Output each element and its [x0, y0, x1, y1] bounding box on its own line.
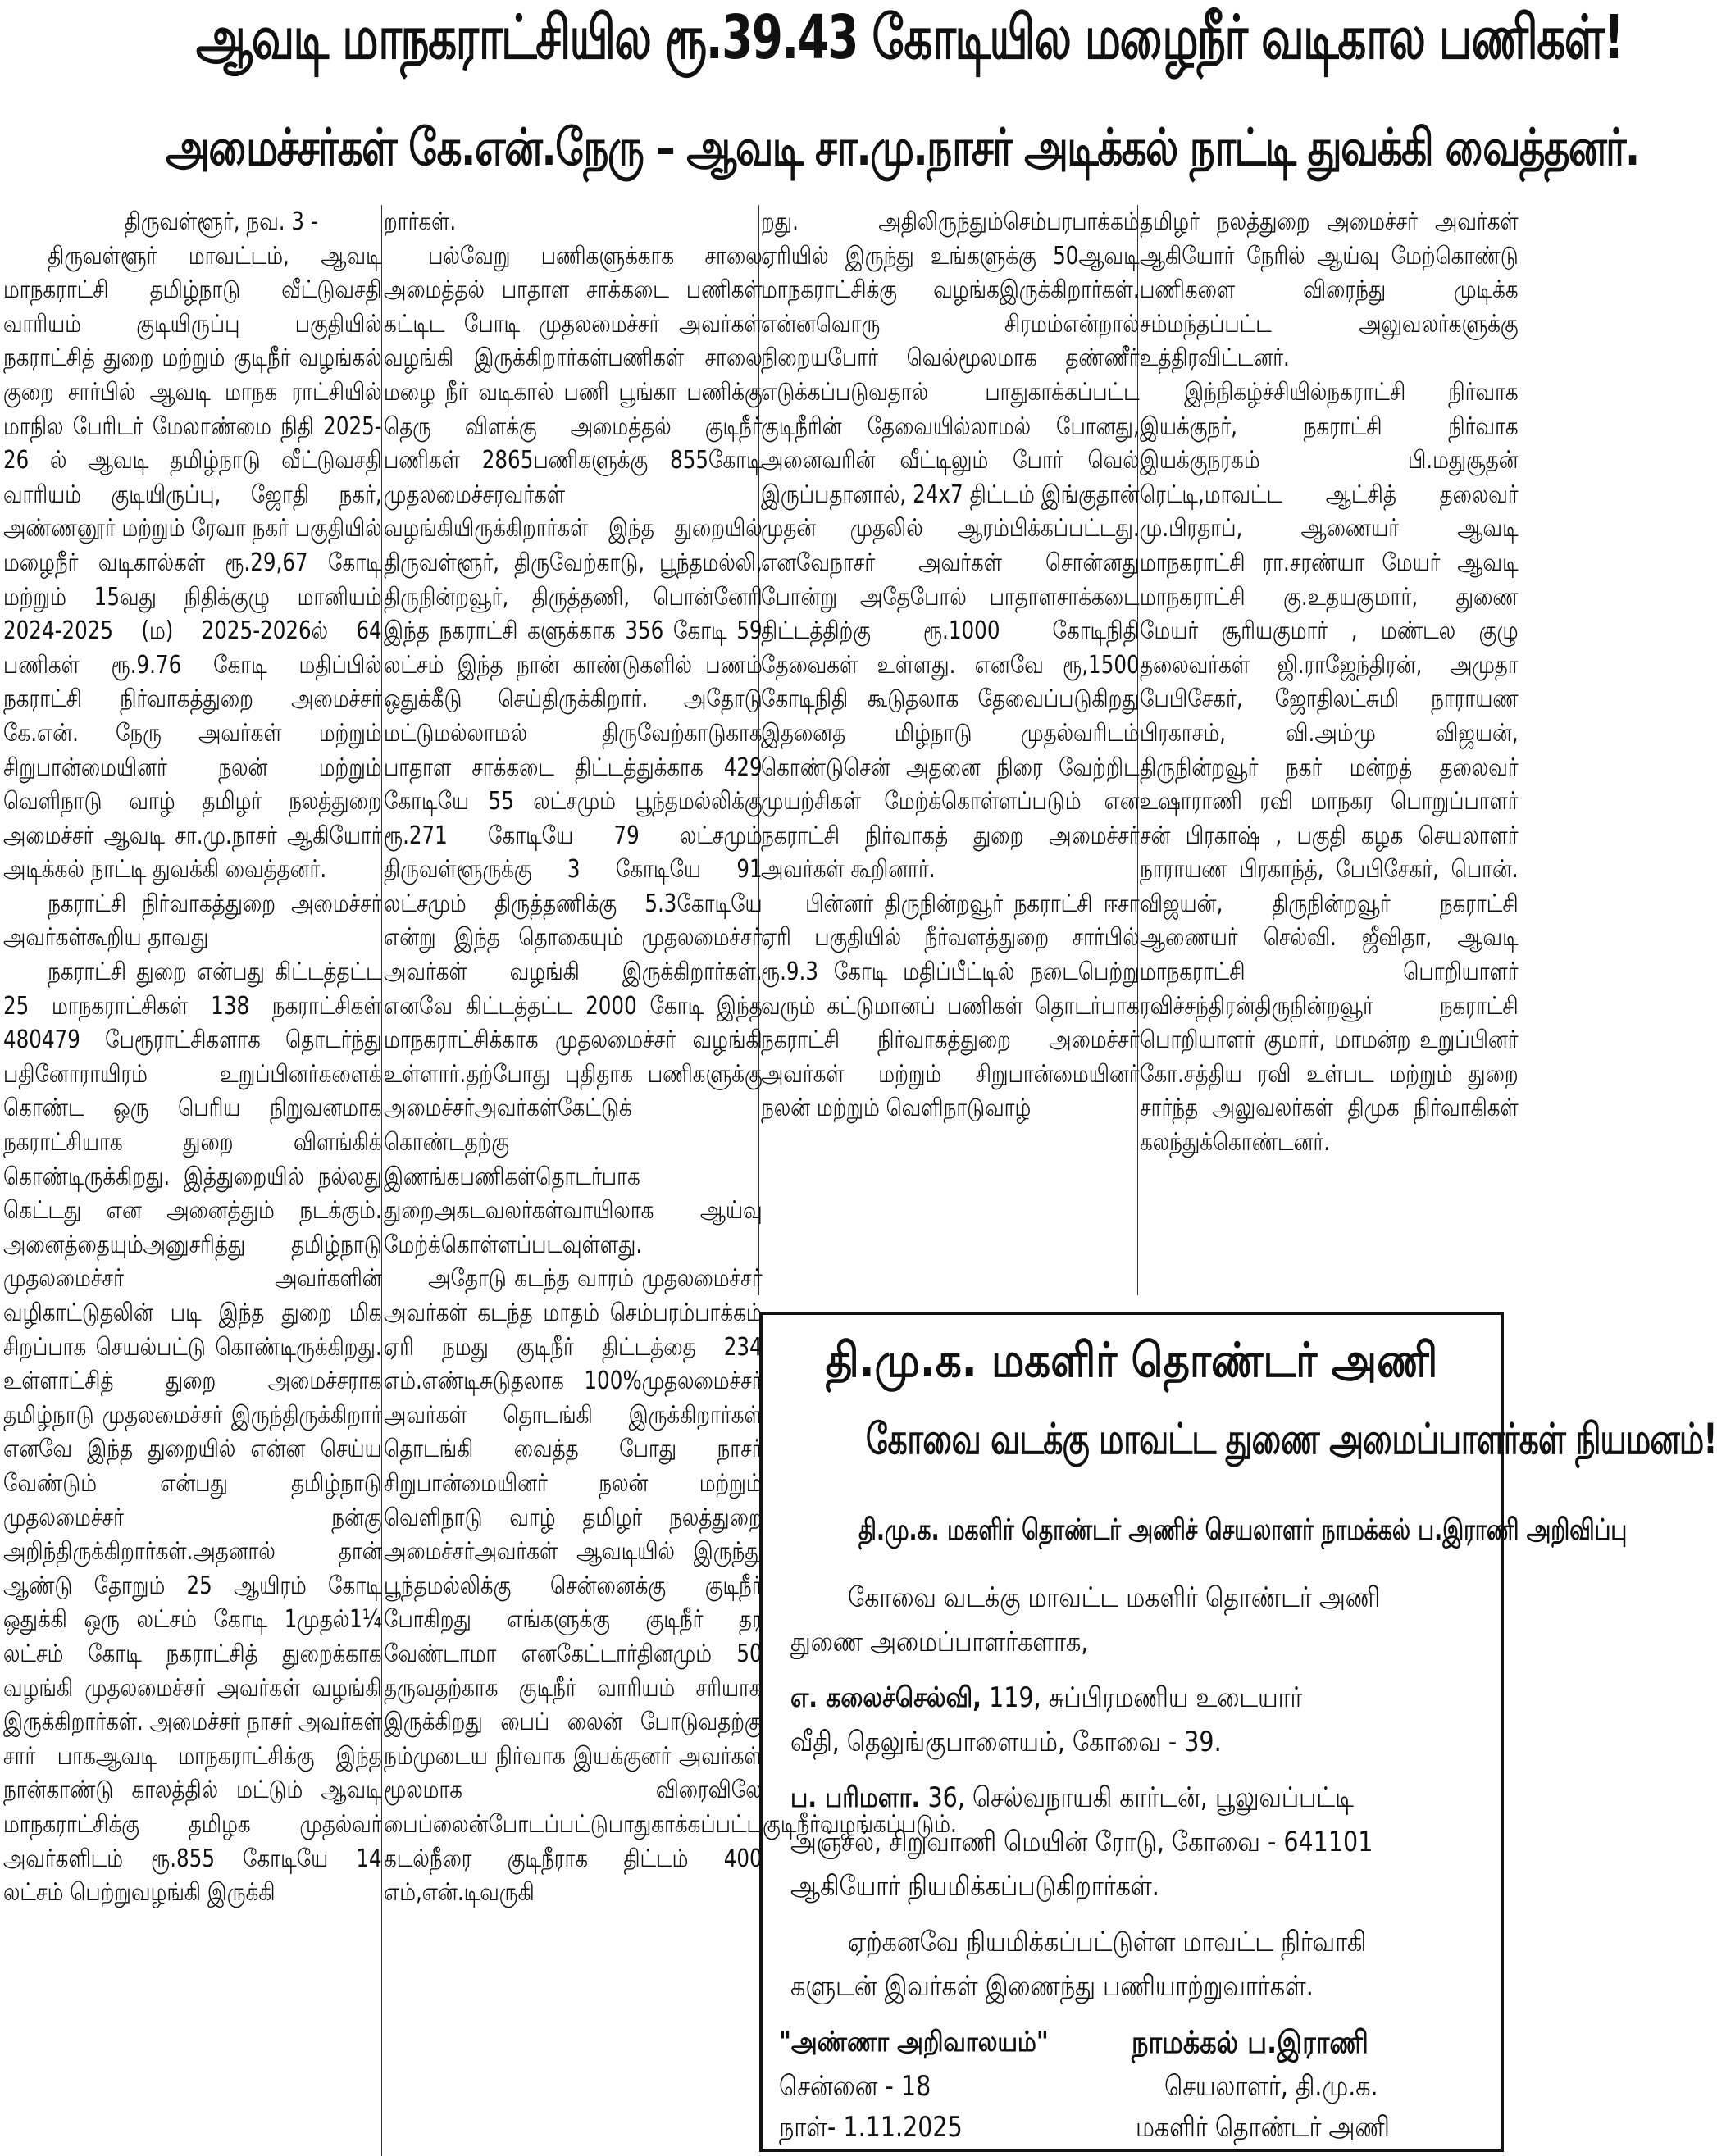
headline: ஆவடி மாநகராட்சியில ரூ.39.43 கோடியில மழைநீர் வடிகால பணிகள்! [195, 2, 1624, 73]
notice-title: தி.மு.க. மகளிர் தொண்டர் அணி [825, 1332, 1438, 1388]
article-paragraph: அதோடு கடந்த வாரம் முதலமைச்சர் அவர்கள் கடந்த மாதம் செம்பரம்பாக்கம் ஏரி நமது குடிநீர் திட்டத்தை 234 எம்.எண்டிசுடுதலாக 100%முதலமைச்சர் அவர்கள் தொடங்கி இருக்கிறார்கள் தொடங்கி வைத்த போது நாசர் சிறுபான்மையினர் நலன் மற்றும் வெளிநாடு வாழ் தமிழர் நலத்துறை அமைச்சர்அவர்கள் ஆவடியில் இருந்து பூந்தமல்லிக்கு சென்னைக்கு குடிநீர் போகிறது எங்களுக்கு குடிநீர் தர வேண்டாமா எனகேட்டார்தினமும் 50 தருவதற்காக குடிநீர் வாரியம் சரியாக இருக்கிறது பைப் லைன் போடுவதற்கு நம்முடைய நிர்வாக இயக்குனர் அவர்கள் மூலமாக விரைவிலே பைப்லைன்போடப்பட்டுபாதுகாக்கப்பட்டகுடிநீர்வழங்கப்படும். கடல்நீரை குடிநீராக திட்டம் 400 எம்,என்.டிவருகி [384, 1264, 957, 1908]
notice-intro-line: கோவை வடக்கு மாவட்ட மகளிர் தொண்டர் அணி [848, 1581, 1381, 1614]
article-paragraph: திருவள்ளூர் மாவட்டம், ஆவடி மாநகராட்சி தமிழ்நாடு வீட்டுவசதி வாரியம் குடியிருப்பு பகுதியில் நகராட்சித் துறை மற்றும் குடிநீர் வழங்கல் குறை சார்பில் ஆவடி மாநக ராட்சியில் மாநில பேரிடர் மேலாண்மை நிதி 2025-26 ல் ஆவடி தமிழ்நாடு வீட்டுவசதி வாரியம் குடியிருப்பு, ஜோதி நகர், அண்ணனூர் மற்றும் ரேவா நகர் பகுதியில் மழைநீர் வடிகால்கள் ரூ.29,67 கோடி மற்றும் 15வது நிதிக்குழு மானியம் 2024-2025 (ம) 2025-2026ல் 64 பணிகள் ரூ.9.76 கோடி மதிப்பில் நகராட்சி நிர்வாகத்துறை அமைச்சர் கே.என். நேரு அவர்கள் மற்றும் சிறுபான்மையினர் நலன் மற்றும் வெளிநாடு வாழ் தமிழர் நலத்துறை அமைச்சர் ஆவடி சா.மு.நாசர் ஆகியோர் அடிக்கல் நாட்டி துவக்கி வைத்தனர். [3, 241, 382, 885]
appointee-2-name: ப. பரிமளா. [790, 1781, 921, 1814]
article-paragraph: தமிழர் நலத்துறை அமைச்சர் அவர்கள் ஆகியோர் நேரில் ஆய்வு மேற்கொண்டு பணிகளை விரைந்து முடிக்க சம்மந்தப்பட்ட அலுவலர்களுக்கு உத்திரவிட்டனர். [1140, 207, 1519, 373]
appointee-2-address-line: அஞ்சல், சிறுவாணி மெயின் ரோடு, கோவை - 641101 [790, 1826, 1373, 1858]
appointee-1-name: எ. கலைச்செல்வி, [790, 1681, 981, 1714]
article-column-4 [1140, 205, 1519, 1295]
article-paragraph: பல்வேறு பணிகளுக்காக சாலை அமைத்தல் பாதாள சாக்கடை பணிகள் கட்டிட போடி முதலமைச்சர் அவர்கள் வழங்கி இருக்கிறார்கள்பணிகள் சாலை மழை நீர் வடிகால் பணி பூங்கா பணிக்கு தெரு விளக்கு அமைத்தல் குடிநீர் பணிகள் 2865பணிகளுக்கு 855கோடி முதலமைச்சரவர்கள் வழங்கியிருக்கிறார்கள் இந்த துறையில் திருவள்ளூர், திருவேற்காடு, பூந்தமல்லி, திருநின்றவூர், திருத்தணி, பொன்னேரி இந்த நகராட்சி களுக்காக 356 கோடி 59 லட்சம் இந்த நான் காண்டுகளில் பணம் ஒதுக்கீடு செய்திருக்கிறார். அதோடு மட்டுமல்லாமல் திருவேற்காடுகாக பாதாள சாக்கடை திட்டத்துக்காக 429 கோடியே 55 லட்சமும் பூந்தமல்லிக்கு ரூ.271 கோடியே 79 லட்சமும் திருவள்ளூருக்கு 3 கோடியே 91 லட்சமும் திருத்தணிக்கு 5.3கோடியே என்று இந்த தொகையும் முதலமைச்சர் அவர்கள் வழங்கி இருக்கிறார்கள். எனவே கிட்டத்தட்ட 2000 கோடி இந்த மாநகராட்சிக்காக முதலமைச்சர் வழங்கி உள்ளார்.தற்போது புதிதாக பணிகளுக்கு அமைச்சர்அவர்கள்கேட்டுக் கொண்டதற்கு இணங்கபணிகள்தொடர்பாக துறைஅகடவலர்கள்வாயிலாக ஆய்வு மேற்க்கொள்ளப்படவுள்ளது. [384, 241, 763, 1259]
article-paragraph: றது. அதிலிருந்தும்செம்பரபாக்கம் ஏரியில் இருந்து உங்களுக்கு 50ஆவடி மாநகராட்சிக்கு வழங்கஇருக்கிறார்கள். என்னவொரு சிரமம்என்றால் நிறையபோர் வெல்மூலமாக தண்ணீர் எடுக்கப்படுவதால் பாதுகாக்கப்பட்ட குடிநீரின் தேவையில்லாமல் போனது, அனைவரின் வீட்டிலும் போர் வெல் இருப்பதானால், 24x7 திட்டம் இங்குதான் முதன் முதலில் ஆரம்பிக்கப்பட்டது. எனவேநாசர் அவர்கள் சொன்னது போன்று அதேபோல் பாதாளசாக்கடை திட்டத்திற்கு ரூ.1000 கோடிநிதி தேவைகள் உள்ளது. எனவே ரூ,1500 கோடிநிதி கூடுதலாக தேவைப்படுகிறது இதனைத மிழ்நாடு முதல்வரிடம் கொண்டுசென் அதனை நிரை வேற்றிட முயற்சிகள் மேற்க்கொள்ளப்படும் என நகராட்சி நிர்வாகத் துறை அமைச்சர் அவர்கள் கூறினார். [761, 207, 1140, 885]
article-paragraph: இந்நிகழ்ச்சியில்நகராட்சி நிர்வாக இயக்குநர், நகராட்சி நிர்வாக இயக்குநரகம் பி.மதுசூதன் ரெட்டி,மாவட்ட ஆட்சித் தலைவர் மு.பிரதாப், ஆணையர் ஆவடி மாநகராட்சி ரா.சரண்யா மேயர் ஆவடி மாநகராட்சி கு.உதயகுமார், துணை மேயர் சூரியகுமார் , மண்டல குழு தலைவர்கள் ஜி.ராஜேந்திரன், அமுதா பேபிசேகர், ஜோதிலட்சுமி நாராயண பிரகாசம், வி.அம்மு விஜயன், திருநின்றவூர் நகர் மன்றத் தலைவர் உஷாராணி ரவி மாநகர பொறுப்பாளர் சன் பிரகாஷ் , பகுதி கழக செயலாளர் நாராயண பிரகாந்த், பேபிசேகர், பொன். விஜயன், திருநின்றவூர் நகராட்சி ஆணையர் செல்வி. ஜீவிதா, ஆவடி மாநகராட்சி பொறியாளர் ரவிச்சந்திரன்திருநின்றவூர் நகராட்சி பொறியாளர் குமார், மாமன்ற உறுப்பினர் கோ.சத்திய ரவி உள்பட மற்றும் துறை சார்ந்த அலுவலர்கள் திமுக நிர்வாகிகள் கலந்துக்கொண்டனர். [1140, 377, 1519, 1158]
article-column-3 [761, 205, 1140, 1295]
appointee-1-address: 119, சுப்பிரமணிய உடையார் [981, 1681, 1303, 1714]
closing-line: களுடன் இவர்கள் இணைந்து பணியாற்றுவார்கள். [790, 1970, 1314, 2003]
appointed-line: ஆகியோர் நியமிக்கப்படுகிறார்கள். [790, 1870, 1159, 1903]
article-paragraph: நகராட்சி நிர்வாகத்துறை அமைச்சர் அவர்கள்கூறிய தாவது [3, 889, 382, 953]
subheadline: அமைச்சர்கள் கே.என்.நேரு – ஆவடி சா.மு.நாசர் அடிக்கல் நாட்டி துவக்கி வைத்தனர். [166, 117, 1639, 177]
signatory-name: நாமக்கல் ப.இராணி [1132, 2024, 1369, 2060]
signatory-role: செயலாளர், தி.மு.க. [1164, 2070, 1378, 2103]
notice-box [759, 1312, 1717, 2152]
article-paragraph: றார்கள். [384, 207, 457, 236]
article-column-1 [3, 205, 382, 2156]
article-paragraph: பின்னர் திருநின்றவூர் நகராட்சி ஈசா ஏரி பகுதியில் நீர்வளத்துறை சார்பில் ரூ.9.3 கோடி மதிப்பீட்டில் நடைபெற்று வரும் கட்டுமானப் பணிகள் தொடர்பாக நகராட்சி நிர்வாகத்துறை அமைச்சர் அவர்கள் மற்றும் சிறுபான்மையினர் நலன் மற்றும் வெளிநாடுவாழ் [761, 889, 1140, 1123]
signatory-role: மகளிர் தொண்டர் அணி [1136, 2111, 1390, 2144]
notice-headline: கோவை வடக்கு மாவட்ட துணை அமைப்பாளர்கள் நியமனம்! [866, 1415, 1717, 1464]
appointee-1-address-line: வீதி, தெலுங்குபாளையம், கோவை - 39. [790, 1726, 1222, 1758]
office-name: "அண்ணா அறிவாலயம்" [779, 2026, 1049, 2058]
closing-line: ஏற்கனவே நியமிக்கப்பட்டுள்ள மாவட்ட நிர்வாகி [848, 1926, 1367, 1958]
notice-intro-line: துணை அமைப்பாளர்களாக, [790, 1626, 1089, 1658]
article-paragraph: நகராட்சி துறை என்பது கிட்டத்தட்ட 25 மாநகராட்சிகள் 138 நகராட்சிகள் 480479 பேரூராட்சிகளாக தொடர்ந்து பதினோராயிரம் உறுப்பினர்களைக் கொண்ட ஒரு பெரிய நிறுவனமாக நகராட்சியாக துறை விளங்கிக் கொண்டிருக்கிறது. இத்துறையில் நல்லது கெட்டது என அனைத்தும் நடக்கும். அனைத்தையும்அனுசரித்து தமிழ்நாடு முதலமைச்சர் அவர்களின் வழிகாட்டுதலின் படி இந்த துறை மிக சிறப்பாக செயல்பட்டு கொண்டிருக்கிறது. உள்ளாட்சித் துறை அமைச்சராக தமிழ்நாடு முதலமைச்சர் இருந்திருக்கிறார் எனவே இந்த துறையில் என்ன செய்ய வேண்டும் என்பது தமிழ்நாடு முதலமைச்சர் நன்கு அறிந்திருக்கிறார்கள்.அதனால் தான் ஆண்டு தோறும் 25 ஆயிரம் கோடி ஒதுக்கி ஒரு லட்சம் கோடி 1முதல்1¼ லட்சம் கோடி நகராட்சித் துறைக்காக வழங்கி முதலமைச்சர் அவர்கள் வழங்கி இருக்கிறார்கள். அமைச்சர் நாசர் அவர்கள் சார் பாகஆவடி மாநகராட்சிக்கு இந்த நான்காண்டு காலத்தில் மட்டும் ஆவடி மாநகராட்சிக்கு தமிழக முதல்வர் அவர்களிடம் ரூ.855 கோடியே 14 லட்சம் பெற்றுவழங்கி இருக்கி [3, 957, 382, 1908]
notice-subhead: தி.மு.க. மகளிர் தொண்டர் அணிச் செயலாளர் நாமக்கல் ப.இராணி அறிவிப்பு [858, 1513, 1628, 1547]
appointee-2 [790, 1776, 1369, 1820]
notice-date: நாள்- 1.11.2025 [779, 2111, 963, 2144]
appointee-2-address: 36, செல்வநாயகி கார்டன், பூலுவப்பட்டி [920, 1781, 1354, 1814]
appointee-1 [790, 1676, 1369, 1720]
office-city: சென்னை - 18 [779, 2070, 931, 2103]
dateline: திருவள்ளூர், நவ. 3 - [124, 207, 318, 236]
